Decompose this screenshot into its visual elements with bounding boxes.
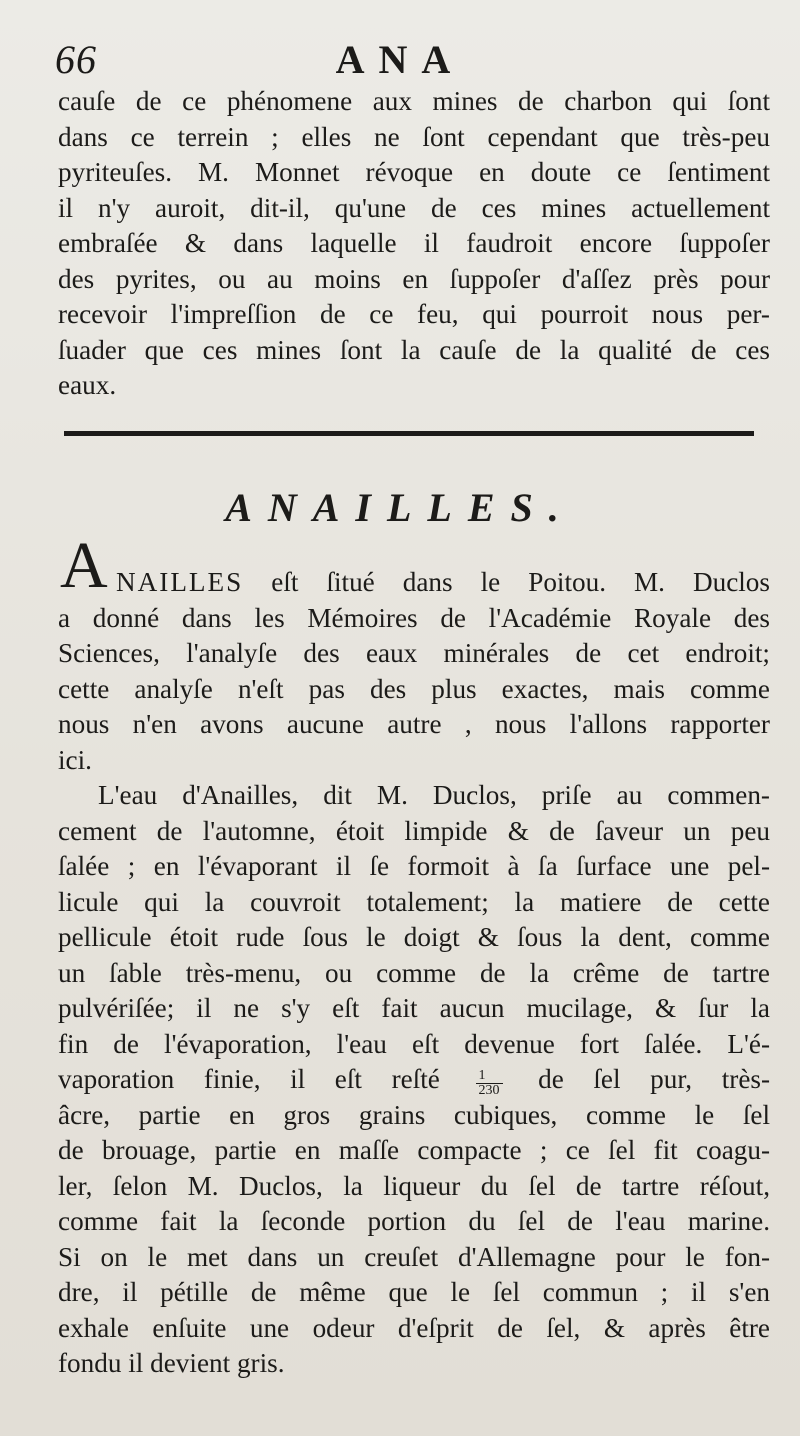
text-line: a donné dans les Mémoires de l'Académie Royale des <box>58 602 770 633</box>
text-line: il n'y auroit, dit-il, qu'une de ces mines actuellement <box>58 192 770 223</box>
text-line: de brouage, partie en maſſe compacte ; ce ſel fit coagu- <box>58 1135 770 1165</box>
previous-entry-continuation <box>58 84 770 404</box>
page-number: 66 <box>55 37 97 82</box>
text-line: licule qui la couvroit totalement; la matiere de cette <box>58 886 770 917</box>
running-head <box>0 36 800 82</box>
text-line: pulvériſée; il ne s'y eſt fait aucun mucilage, & ſur la <box>58 993 770 1023</box>
fraction-denominator: 230 <box>478 1083 500 1098</box>
text-line: pellicule étoit rude ſous le doigt & ſous la dent, comme <box>58 922 770 952</box>
article-body <box>58 529 771 1382</box>
first-line <box>58 529 770 602</box>
text-line: nous n'en avons aucune autre , nous l'allons rapporter <box>58 709 770 739</box>
text-line: cette analyſe n'eſt pas des plus exactes, mais comme <box>58 673 770 704</box>
fraction-line-before: vaporation finie, il eſt reſté <box>58 1064 440 1094</box>
paragraph-start-line: L'eau d'Anailles, dit M. Duclos, priſe au commen- <box>98 780 770 810</box>
fraction-numerator: 1 <box>476 1069 503 1084</box>
text-line: eaux. <box>58 370 117 400</box>
text-line: ici. <box>58 744 92 775</box>
text-line: comme fait la ſeconde portion du ſel de l'eau marine. <box>58 1206 770 1236</box>
text-line: des pyrites, ou au moins en ſuppoſer d'aſſez près pour <box>58 263 770 294</box>
section-divider-rule <box>64 431 754 436</box>
text-line: un ſable très-menu, ou comme de la crême de tartre <box>58 957 770 988</box>
drop-cap: A <box>60 529 108 602</box>
text-line: ſuader que ces mines ſont la cauſe de la qualité de ces <box>58 334 770 365</box>
fraction <box>476 1069 503 1098</box>
text-line: embraſée & dans laquelle il faudroit encore ſuppoſer <box>58 228 770 258</box>
text-line: dans ce terrein ; elles ne ſont cependant que très-peu <box>58 121 770 152</box>
section-title: ANAILLES. <box>225 485 575 530</box>
text-line: Si on le met dans un creuſet d'Allemagne pour le fon- <box>58 1241 770 1272</box>
fraction-line-after: de ſel pur, très- <box>538 1064 771 1094</box>
text-line: dre, il pétille de même que le ſel commun ; il s'en <box>58 1277 770 1307</box>
text-line: âcre, partie en gros grains cubiques, comme le ſel <box>58 1099 770 1130</box>
text-line: exhale enſuite une odeur d'eſprit de ſel, & après être <box>58 1312 770 1343</box>
running-title: ANA <box>335 37 465 82</box>
text-line: ler, ſelon M. Duclos, la liqueur du ſel de tartre réſout, <box>58 1170 770 1201</box>
text-line: cauſe de ce phénomene aux mines de charbon qui ſont <box>58 86 770 116</box>
fraction-line <box>58 1062 770 1098</box>
text-line: fin de l'évaporation, l'eau eſt devenue fort ſalée. L'é- <box>58 1028 770 1059</box>
text-line: Sciences, l'analyſe des eaux minérales de cet endroit; <box>58 638 770 668</box>
text-line: recevoir l'impreſſion de ce feu, qui pourroit nous per- <box>58 299 770 329</box>
entry-headword: NAILLES <box>116 567 244 597</box>
text-line: pyriteuſes. M. Monnet révoque en doute ce ſentiment <box>58 157 770 187</box>
text-line: ſalée ; en l'évaporant il ſe formoit à ſa ſurface une pel- <box>58 851 770 881</box>
text-line: cement de l'automne, étoit limpide & de ſaveur un peu <box>58 815 770 846</box>
first-line-rest: eſt ſitué dans le Poitou. M. Duclos <box>243 567 770 597</box>
first-line-text <box>58 565 770 601</box>
text-line: fondu il devient gris. <box>58 1348 285 1378</box>
